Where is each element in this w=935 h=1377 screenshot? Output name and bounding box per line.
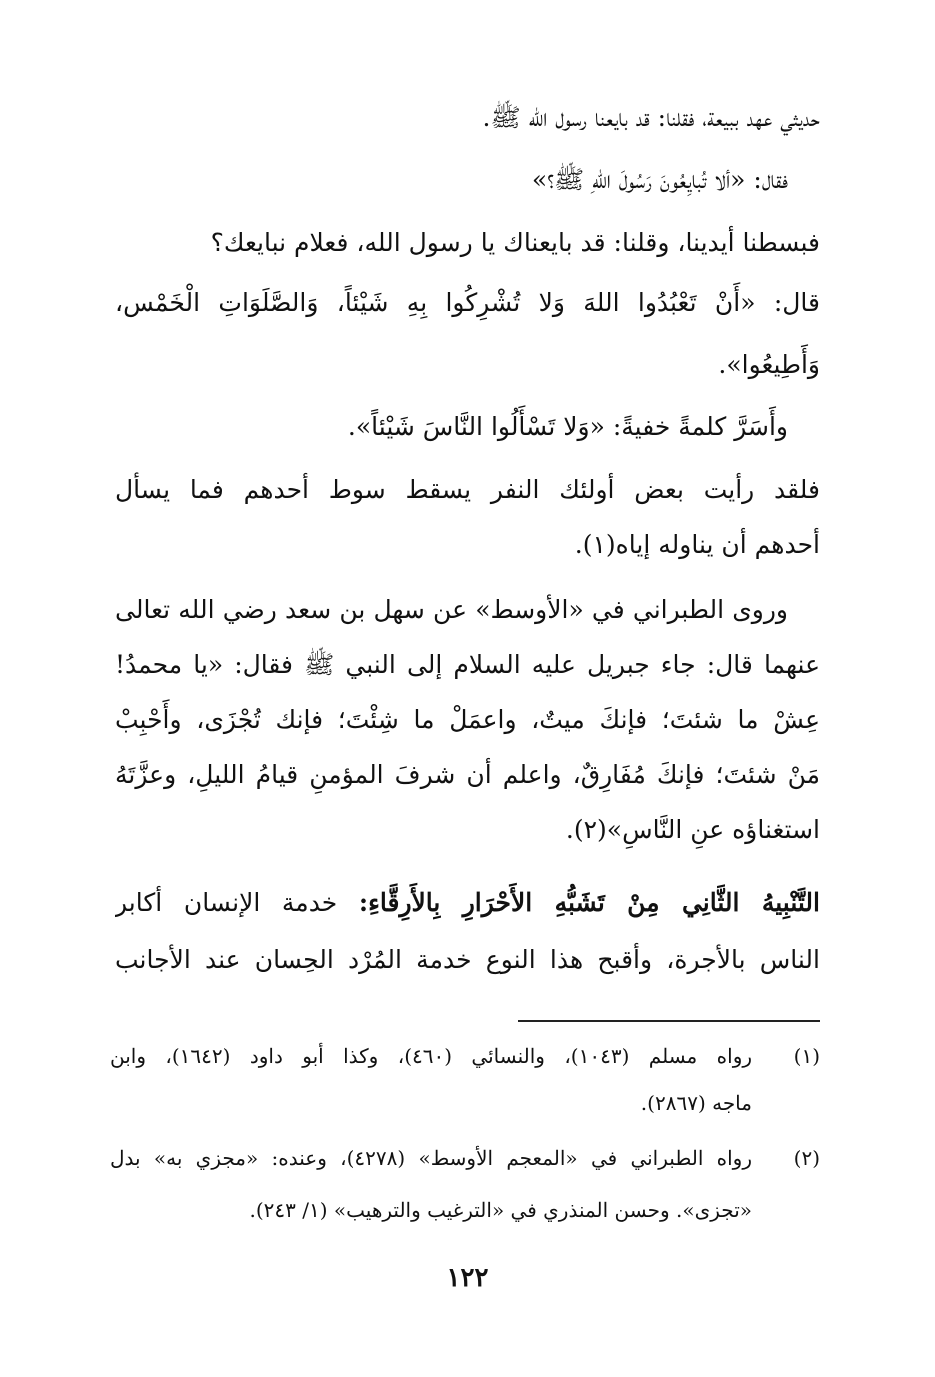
text-line: قال: «أَنْ تَعْبُدُوا اللهَ وَلا تُشْرِكُوا بِهِ شَيْئاً، وَالصَّلَوَاتِ الْخَمْس، [115,288,820,317]
text-line: فبسطنا أيدينا، وقلنا: قد بايعناك يا رسول الله، فعلام نبايعك؟ [210,228,820,257]
footnote-2 [110,1138,820,1178]
section-heading-line [115,878,820,928]
text-line: فقال: «ألا تُبايِعُونَ رَسُولَ اللهِ ﷺ؟» [531,165,788,194]
text-line: مَنْ شئتَ؛ فإنكَ مُفَارِقٌ، واعلم أن شرفَ المؤمنِ قيامُ الليلِ، وعزَّتَهُ [115,760,820,789]
footnote-text: «تجزى». وحسن المنذري في «الترغيب والترهيب» (١/ ٢٤٣). [249,1198,752,1222]
text-line: عنهما قال: جاء جبريل عليه السلام إلى النبي ﷺ فقال: «يا محمدُ! [115,650,820,679]
footnote-text: رواه مسلم (١٠٤٣)، والنسائي (٤٦٠)، وكذا أبو داود (١٦٤٢)، وابن [110,1044,753,1068]
footnote-1-cont [110,1083,820,1123]
page-number: ١٢٢ [446,1263,489,1293]
text-line: حديثي عهد ببيعة، فقلنا: قد بايعنا رسول الله ﷺ. [482,103,820,132]
footnote-text: رواه الطبراني في «المعجم الأوسط» (٤٢٧٨)، وعنده: «مجزي به» بدل [110,1146,753,1170]
text-line: فلقد رأيت بعض أولئك النفر يسقط سوط أحدهم فما يسأل [115,475,820,504]
footnote-number: (٢) [793,1146,820,1170]
text-line: الناس بالأجرة، وأقبح هذا النوع خدمة المُرْد الحِسان عند الأجانب [115,945,820,974]
heading-continuation: خدمة الإنسان أكابر [115,888,338,917]
text-line: أحدهم أن يناوله إياه(١). [574,530,820,559]
footnote-text: ماجه (٢٨٦٧). [640,1091,752,1115]
text-line: وروى الطبراني في «الأوسط» عن سهل بن سعد رضي الله تعالى [115,595,788,624]
text-line: وأَسَرَّ كلمةً خفيةً: «وَلا تَسْأَلُوا النَّاسَ شَيْئاً». [347,412,788,441]
footnote-number: (١) [793,1044,820,1068]
section-heading: التَّنْبِيهُ الثَّانِي مِنْ تَشَبُّهِ الأَحْرَارِ بِالأَرِقَّاءِ: [358,888,820,917]
text-line: عِشْ ما شئتَ؛ فإنكَ ميتٌ، واعمَلْ ما شِئْتَ؛ فإنك تُجْزَى، وأَحْبِبْ [115,705,820,734]
footnote-2-cont [110,1190,820,1230]
text-line: استغناؤه عنِ النَّاسِ»(٢). [565,815,820,844]
footnote-divider [518,1020,820,1022]
footnote-1 [110,1036,820,1076]
text-line: وَأَطِيعُوا». [718,350,820,379]
